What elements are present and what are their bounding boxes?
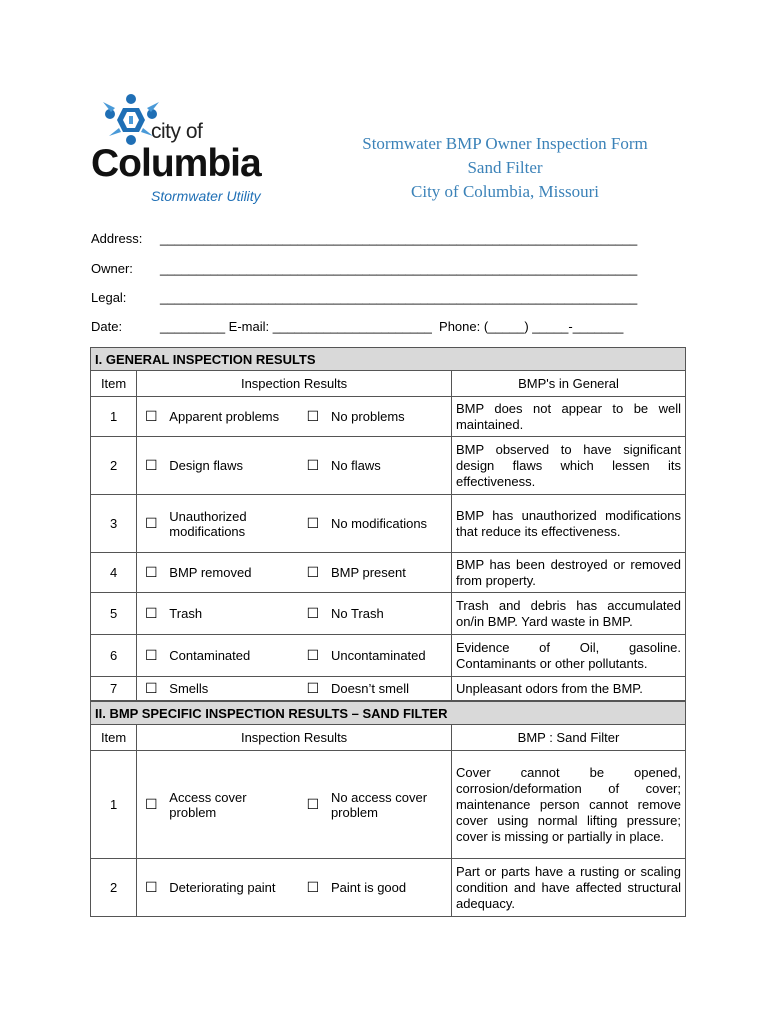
checkbox-problem[interactable]: ☐ bbox=[137, 553, 166, 593]
table-row bbox=[91, 635, 686, 677]
item-number: 1 bbox=[91, 397, 137, 437]
problem-label: Smells bbox=[165, 677, 299, 701]
checkbox-problem[interactable]: ☐ bbox=[137, 495, 166, 553]
col-general-header: BMP's in General bbox=[451, 371, 685, 397]
general-inspection-table bbox=[90, 347, 686, 701]
ok-label: No flaws bbox=[327, 437, 452, 495]
item-number: 7 bbox=[91, 677, 137, 701]
col-general-header: BMP : Sand Filter bbox=[451, 725, 685, 751]
description: BMP has been destroyed or removed from property. bbox=[451, 553, 685, 593]
table-row bbox=[91, 751, 686, 859]
ok-label: No Trash bbox=[327, 593, 452, 635]
checkbox-problem[interactable]: ☐ bbox=[137, 593, 166, 635]
col-results-header: Inspection Results bbox=[137, 725, 452, 751]
col-item-header: Item bbox=[91, 725, 137, 751]
item-number: 1 bbox=[91, 751, 137, 859]
problem-label: Trash bbox=[165, 593, 299, 635]
table-row bbox=[91, 495, 686, 553]
description: Unpleasant odors from the BMP. bbox=[451, 677, 685, 701]
item-number: 2 bbox=[91, 437, 137, 495]
form-title: Stormwater BMP Owner Inspection Form bbox=[362, 134, 648, 153]
col-results-header: Inspection Results bbox=[137, 371, 452, 397]
problem-label: Deteriorating paint bbox=[165, 859, 299, 917]
checkbox-problem[interactable]: ☐ bbox=[137, 677, 166, 701]
date-email-phone-field[interactable]: _________ E-mail: ______________________ Phone: (_____) _____-_______ bbox=[160, 319, 624, 334]
item-number: 4 bbox=[91, 553, 137, 593]
item-number: 6 bbox=[91, 635, 137, 677]
checkbox-ok[interactable]: ☐ bbox=[299, 397, 327, 437]
checkbox-ok[interactable]: ☐ bbox=[299, 635, 327, 677]
problem-label: Unauthorized modifications bbox=[165, 495, 299, 553]
checkbox-ok[interactable]: ☐ bbox=[299, 437, 327, 495]
legal-field[interactable]: __________________________________________________________________ bbox=[160, 290, 638, 305]
section2-title: II. BMP SPECIFIC INSPECTION RESULTS – SAND FILTER bbox=[91, 702, 686, 725]
table-row bbox=[91, 397, 686, 437]
owner-field[interactable]: __________________________________________________________________ bbox=[160, 261, 638, 276]
form-subtitle: Sand Filter bbox=[467, 158, 543, 177]
checkbox-problem[interactable]: ☐ bbox=[137, 751, 166, 859]
problem-label: Access cover problem bbox=[165, 751, 299, 859]
ok-label: No problems bbox=[327, 397, 452, 437]
ok-label: No modifications bbox=[327, 495, 452, 553]
ok-label: No access cover problem bbox=[327, 751, 452, 859]
table-row bbox=[91, 859, 686, 917]
checkbox-problem[interactable]: ☐ bbox=[137, 635, 166, 677]
item-number: 5 bbox=[91, 593, 137, 635]
checkbox-ok[interactable]: ☐ bbox=[299, 677, 327, 701]
checkbox-problem[interactable]: ☐ bbox=[137, 437, 166, 495]
description: Evidence of Oil, gasoline. Contaminants or other pollutants. bbox=[451, 635, 685, 677]
description: BMP does not appear to be well maintained. bbox=[451, 397, 685, 437]
table-row bbox=[91, 677, 686, 701]
section1-title: I. GENERAL INSPECTION RESULTS bbox=[91, 348, 686, 371]
logo-city-text: city of bbox=[151, 120, 203, 143]
checkbox-ok[interactable]: ☐ bbox=[299, 553, 327, 593]
table-row bbox=[91, 437, 686, 495]
ok-label: Uncontaminated bbox=[327, 635, 452, 677]
checkbox-ok[interactable]: ☐ bbox=[299, 859, 327, 917]
description: BMP observed to have significant design flaws which lessen its effectiveness. bbox=[451, 437, 685, 495]
checkbox-ok[interactable]: ☐ bbox=[299, 495, 327, 553]
form-city: City of Columbia, Missouri bbox=[411, 182, 599, 201]
description: BMP has unauthorized modifications that reduce its effectiveness. bbox=[451, 495, 685, 553]
sand-filter-inspection-table bbox=[90, 701, 686, 917]
owner-label: Owner: bbox=[91, 261, 133, 276]
ok-label: Doesn’t smell bbox=[327, 677, 452, 701]
legal-label: Legal: bbox=[91, 290, 127, 305]
ok-label: BMP present bbox=[327, 553, 452, 593]
item-number: 3 bbox=[91, 495, 137, 553]
table-row bbox=[91, 553, 686, 593]
description: Cover cannot be opened, corrosion/deformation of cover; maintenance person cannot remove cover using normal lifting pressure; cover is missing or partially in place. bbox=[451, 751, 685, 859]
table-row bbox=[91, 593, 686, 635]
checkbox-ok[interactable]: ☐ bbox=[299, 593, 327, 635]
item-number: 2 bbox=[91, 859, 137, 917]
ok-label: Paint is good bbox=[327, 859, 452, 917]
description: Part or parts have a rusting or scaling condition and have affected structural adequacy. bbox=[451, 859, 685, 917]
problem-label: Contaminated bbox=[165, 635, 299, 677]
problem-label: Apparent problems bbox=[165, 397, 299, 437]
date-label: Date: bbox=[91, 319, 123, 334]
city-logo bbox=[91, 92, 281, 204]
checkbox-problem[interactable]: ☐ bbox=[137, 859, 166, 917]
address-label: Address: bbox=[91, 231, 143, 246]
description: Trash and debris has accumulated on/in BMP. Yard waste in BMP. bbox=[451, 593, 685, 635]
col-item-header: Item bbox=[91, 371, 137, 397]
problem-label: Design flaws bbox=[165, 437, 299, 495]
problem-label: BMP removed bbox=[165, 553, 299, 593]
logo-utility-text: Stormwater Utility bbox=[151, 188, 261, 204]
checkbox-ok[interactable]: ☐ bbox=[299, 751, 327, 859]
checkbox-problem[interactable]: ☐ bbox=[137, 397, 166, 437]
address-field[interactable]: __________________________________________________________________ bbox=[160, 231, 638, 246]
logo-columbia-text: Columbia bbox=[91, 142, 261, 185]
